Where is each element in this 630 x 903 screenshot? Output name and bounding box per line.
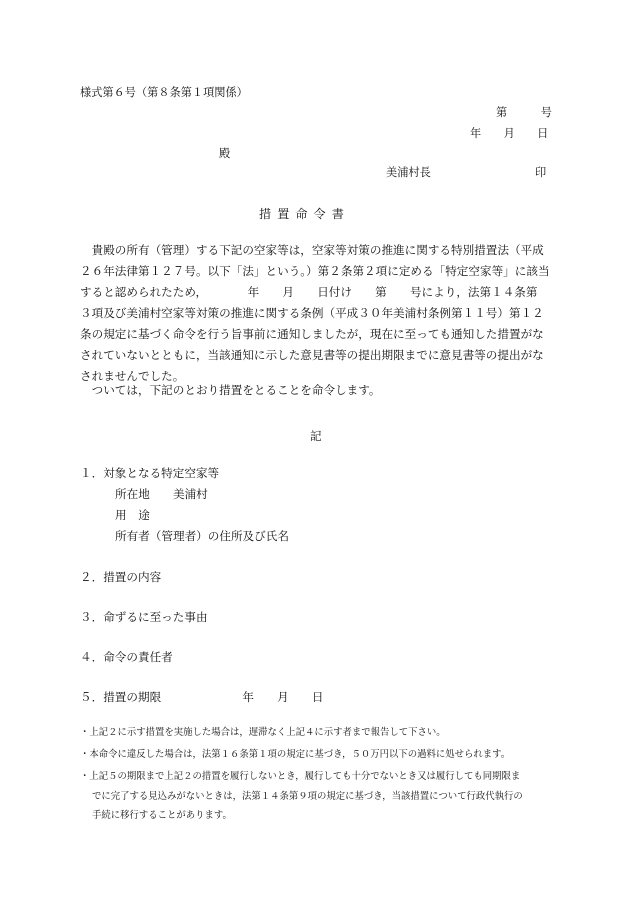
document-title: 措置命令書	[259, 207, 350, 221]
item-deadline: ５．措置の期限 年 月 日	[80, 690, 324, 704]
item-location: 所在地 美浦村	[115, 487, 208, 501]
main-paragraph-line: されませんでした。	[80, 369, 185, 383]
main-paragraph-line: ３項及び美浦村空家等対策の推進に関する条例（平成３０年美浦村条例第１１号）第１２	[80, 306, 544, 320]
item-usage: 用 途	[115, 508, 150, 522]
main-paragraph-line: されていないとともに，当該通知に示した意見書等の提出期限までに意見書等の提出がな	[80, 348, 544, 362]
main-paragraph	[80, 243, 560, 390]
main-paragraph-line: 条の規定に基づく命令を行う旨事前に通知しましたが，現在に至っても通知した措置がな	[80, 327, 544, 341]
document-date: 年 月 日	[470, 127, 549, 140]
main-paragraph-line: 貴殿の所有（管理）する下記の空家等は，空家等対策の推進に関する特別措置法（平成	[80, 243, 544, 257]
note-report: ・上記２に示す措置を実施した場合は，遅滞なく上記４に示す者まで報告して下さい。	[80, 727, 446, 738]
note-execution-line: でに完了する見込みがないときは，法第１４条第９項の規定に基づき，当該措置について行政代執行の	[92, 791, 523, 802]
main-paragraph-line: すると認められたため， 年 月 日付け 第 号により，法第１４条第	[80, 285, 538, 299]
main-paragraph-line: ２６年法律第１２７号。以下「法」という。）第２条第２項に定める「特定空家等」に該当	[80, 264, 550, 278]
order-statement: ついては，下記のとおり措置をとることを命令します。	[80, 383, 381, 397]
item-responsible-person: ４．命令の責任者	[80, 650, 173, 664]
note-execution-line: 手続に移行することがあります。	[92, 810, 232, 821]
document-number: 第 号	[496, 106, 552, 119]
seal-mark: 印	[535, 166, 547, 179]
item-owner-info: 所有者（管理者）の住所及び氏名	[115, 529, 289, 543]
item-reason: ３．命ずるに至った事由	[80, 610, 208, 624]
addressee-honorific: 殿	[219, 147, 231, 160]
ki-heading: 記	[310, 429, 322, 443]
item-measure-content: ２．措置の内容	[80, 570, 162, 584]
issuer-name: 美浦村長	[386, 166, 431, 179]
note-penalty: ・本命令に違反した場合は，法第１６条第１項の規定に基づき，５０万円以下の過料に処せられます。	[80, 749, 511, 760]
item-target-property: １．対象となる特定空家等	[80, 466, 220, 480]
note-execution-line: ・上記５の期限まで上記２の措置を履行しないとき，履行しても十分でないとき又は履行しても同期限ま	[80, 771, 521, 782]
form-label: 様式第６号（第８条第１項関係）	[80, 86, 248, 99]
